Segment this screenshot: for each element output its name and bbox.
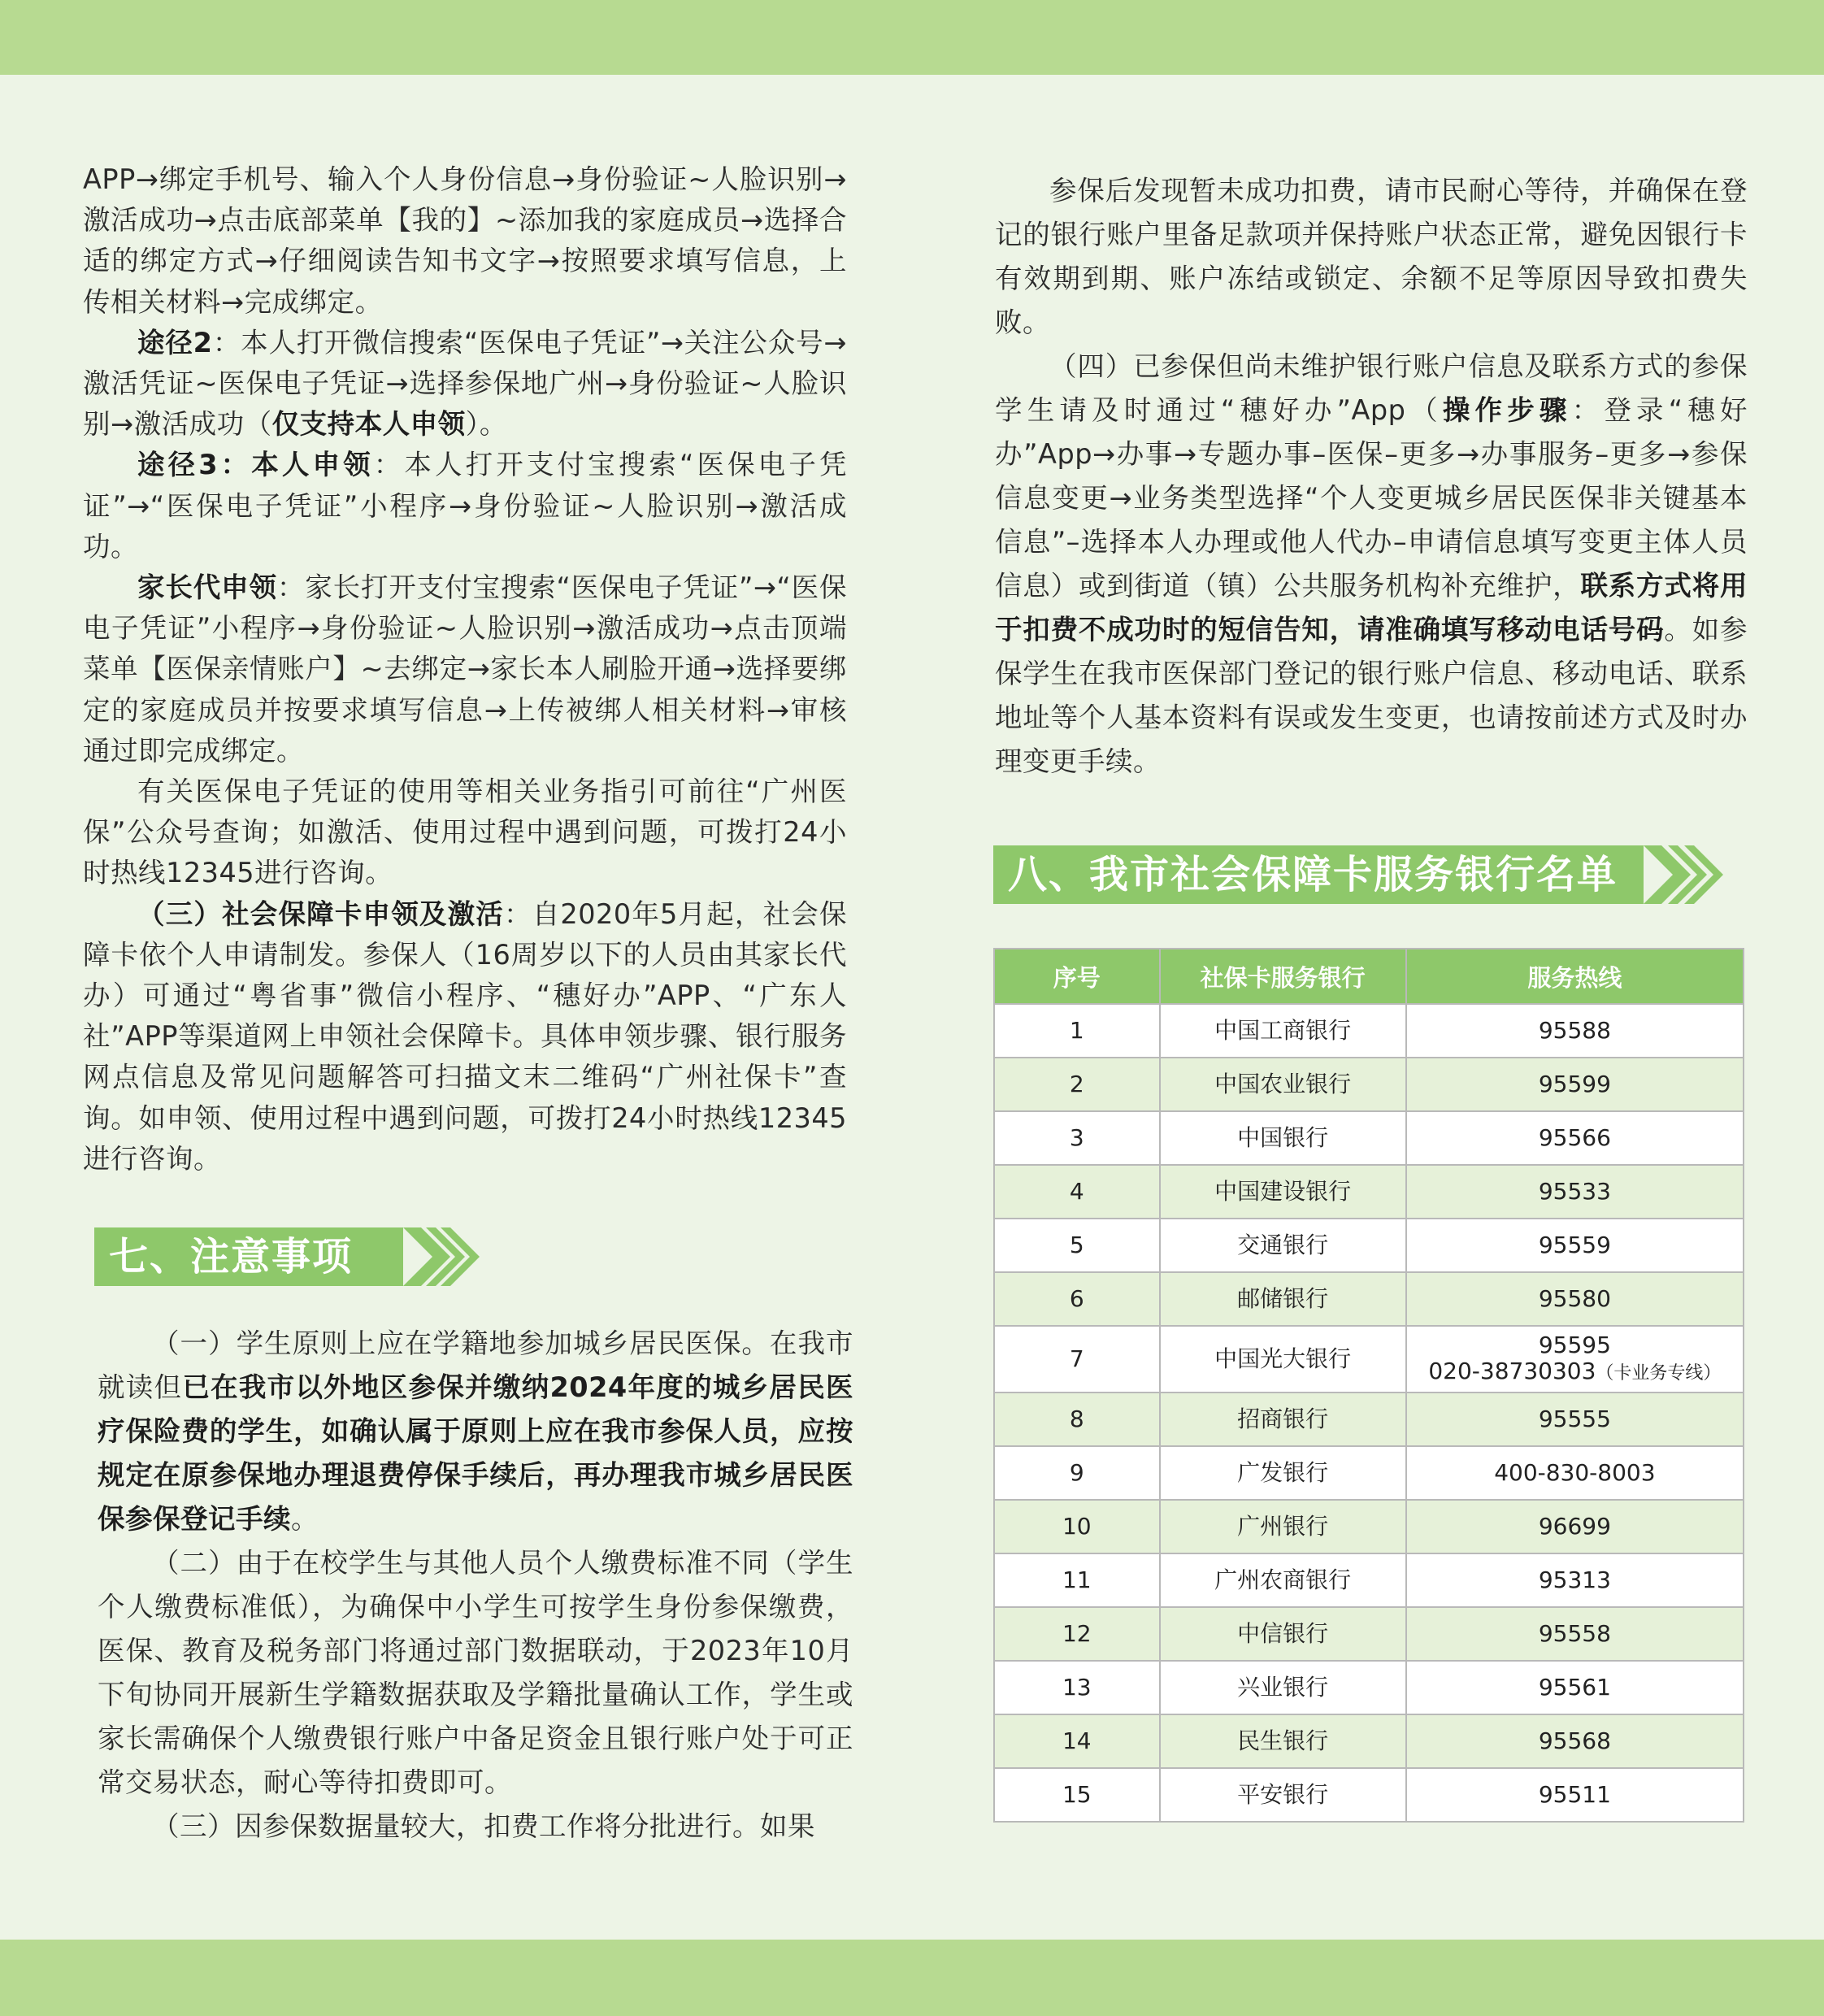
row-bank: 招商银行 [1160, 1393, 1406, 1446]
table-row [994, 1326, 1744, 1393]
binding-steps-text: APP→绑定手机号、输入个人身份信息→身份验证~人脸识别→激活成功→点击底部菜单【我的】~添加我的家庭成员→选择合适的绑定方式→仔细阅读告知书文字→按照要求填写信息，上传相关材料→完成绑定。 [83, 163, 847, 318]
note3-continued-paragraph [995, 169, 1748, 345]
table-row [994, 1607, 1744, 1661]
row-hotline: 400-830-8003 [1406, 1446, 1744, 1500]
row-bank: 邮储银行 [1160, 1272, 1406, 1326]
note2-text: （二）由于在校学生与其他人员个人缴费标准不同（学生个人缴费标准低），为确保中小学生可按学生身份参保缴费，医保、教育及税务部门将通过部门数据联动，于2023年10月下旬协同开展新生学籍数据获取及学籍批量确认工作，学生或家长需确保个人缴费银行账户中备足资金且银行账户处于可正常交易状态，耐心等待扣费即可。 [98, 1547, 853, 1798]
hotline-card-note: （卡业务专线） [1596, 1362, 1722, 1384]
guide-text: 有关医保电子凭证的使用等相关业务指引可前往“广州医保”公众号查询；如激活、使用过程中遇到问题，可拨打24小时热线12345进行咨询。 [83, 776, 847, 889]
row-bank: 中国光大银行 [1160, 1326, 1406, 1393]
row-no: 8 [994, 1393, 1160, 1446]
header-hotline: 服务热线 [1406, 949, 1744, 1004]
note1-paragraph [98, 1322, 853, 1541]
binding-steps-paragraph [83, 159, 847, 323]
row-no: 9 [994, 1446, 1160, 1500]
table-row [994, 1500, 1744, 1553]
section7-title: 七、注意事项 [109, 1234, 354, 1280]
table-row [994, 1553, 1744, 1607]
bank-list-table [993, 948, 1744, 1823]
route2-bold-note: 仅支持本人申领 [271, 408, 466, 441]
row-hotline: 95559 [1406, 1219, 1744, 1272]
row-hotline: 95568 [1406, 1714, 1744, 1768]
table-row [994, 1446, 1744, 1500]
row-hotline: 95580 [1406, 1272, 1744, 1326]
bottom-decorative-band [0, 1940, 1824, 2016]
row-hotline: 95599 [1406, 1058, 1744, 1111]
row-hotline: 95588 [1406, 1004, 1744, 1058]
guide-paragraph [83, 771, 847, 894]
table-row [994, 1661, 1744, 1714]
right-column-text [995, 169, 1748, 784]
row-no: 3 [994, 1111, 1160, 1165]
row-bank: 中国工商银行 [1160, 1004, 1406, 1058]
table-row [994, 1714, 1744, 1768]
top-decorative-band [0, 0, 1824, 75]
note4-paragraph [995, 345, 1748, 784]
table-row [994, 1004, 1744, 1058]
header-no: 序号 [994, 949, 1160, 1004]
note3-paragraph [98, 1805, 853, 1849]
row-bank: 中信银行 [1160, 1607, 1406, 1661]
section7-body [98, 1322, 853, 1849]
row-bank: 交通银行 [1160, 1219, 1406, 1272]
section8-header [993, 845, 1733, 904]
row-bank: 中国农业银行 [1160, 1058, 1406, 1111]
hotline-secondary [1407, 1358, 1743, 1387]
row-bank: 平安银行 [1160, 1768, 1406, 1822]
row-hotline: 95313 [1406, 1553, 1744, 1607]
table-row [994, 1165, 1744, 1219]
row-bank: 中国银行 [1160, 1111, 1406, 1165]
route3-lead: 途径3：本人申领 [137, 449, 374, 481]
row-hotline: 95555 [1406, 1393, 1744, 1446]
route3-paragraph [83, 445, 847, 567]
note4-end: 。如参保学生在我市医保部门登记的银行账户信息、移动电话、联系地址等个人基本资料有误或发生变更，也请按前述方式及时办理变更手续。 [995, 614, 1748, 777]
table-row [994, 1219, 1744, 1272]
row-no: 2 [994, 1058, 1160, 1111]
parent-proxy-paragraph [83, 567, 847, 771]
hotline-primary: 95595 [1538, 1331, 1611, 1358]
row-no: 12 [994, 1607, 1160, 1661]
row-hotline [1406, 1326, 1744, 1393]
stripes-icon [1644, 845, 1733, 904]
row-no: 7 [994, 1326, 1160, 1393]
row-hotline: 95558 [1406, 1607, 1744, 1661]
hotline-card-line: 020-38730303 [1428, 1357, 1596, 1384]
table-row [994, 1768, 1744, 1822]
note4-bold-warning: 联系方式将用于扣费不成功时的短信告知，请准确填写移动电话号码 [995, 570, 1748, 645]
route3-text: ：本人打开支付宝搜索“医保电子凭证”→“医保电子凭证”小程序→身份验证~人脸识别→激活成功。 [83, 449, 847, 563]
row-no: 4 [994, 1165, 1160, 1219]
note2-paragraph [98, 1541, 853, 1805]
row-bank: 民生银行 [1160, 1714, 1406, 1768]
route2-lead: 途径2 [137, 326, 213, 358]
header-bank: 社保卡服务银行 [1160, 949, 1406, 1004]
table-row [994, 1111, 1744, 1165]
row-no: 10 [994, 1500, 1160, 1553]
parent-proxy-text: ：家长打开支付宝搜索“医保电子凭证”→“医保电子凭证”小程序→身份验证~人脸识别→激活成功→点击顶端菜单【医保亲情账户】~去绑定→家长本人刷脸开通→选择要绑定的家庭成员并按要求填写信息→上传被绑人相关材料→审核通过即完成绑定。 [83, 571, 848, 767]
row-no: 1 [994, 1004, 1160, 1058]
route2-text: ：本人打开微信搜索“医保电子凭证”→关注公众号→激活凭证~医保电子凭证→选择参保地广州→身份验证~人脸识别→激活成功（ [83, 326, 847, 441]
table-row [994, 1058, 1744, 1111]
note1-start: （一）学生原则上应在学籍地参加城乡居民医保。在我市就读但 [98, 1327, 853, 1403]
table-row [994, 1272, 1744, 1326]
parent-proxy-lead: 家长代申领 [137, 571, 277, 604]
section7-header [94, 1227, 478, 1286]
social-card-text: ：自2020年5月起，社会保障卡依个人申请制发。参保人（16周岁以下的人员由其家长代办）可通过“粤省事”微信小程序、“穗好办”APP、“广东人社”APP等渠道网上申领社会保障卡。具体申领步骤、银行服务网点信息及常见问题解答可扫描文末二维码“广州社保卡”查询。如申领、使用过程中遇到问题，可拨打24小时热线12345进行咨询。 [83, 897, 847, 1175]
social-card-lead: （三）社会保障卡申领及激活 [137, 897, 504, 930]
row-bank: 广州银行 [1160, 1500, 1406, 1553]
note3-text: （三）因参保数据量较大，扣费工作将分批进行。如果 [152, 1810, 815, 1842]
row-no: 15 [994, 1768, 1160, 1822]
section8-title: 八、我市社会保障卡服务银行名单 [1008, 852, 1618, 897]
note1-bold: 已在我市以外地区参保并缴纳2024年度的城乡居民医疗保险费的学生，如确认属于原则上应在我市参保人员，应按规定在原参保地办理退费停保手续后，再办理我市城乡居民医保参保登记手续 [98, 1371, 853, 1535]
note4-steps-label: 操作步骤 [1442, 394, 1572, 426]
row-no: 13 [994, 1661, 1160, 1714]
note1-end: 。 [291, 1503, 319, 1535]
row-no: 14 [994, 1714, 1160, 1768]
note4-steps: ：登录“穗好办”App→办事→专题办事–医保–更多→办事服务–更多→参保信息变更→业务类型选择“个人变更城乡居民医保非关键基本信息”–选择本人办理或他人代办–申请信息填写变更主体人员信息）或到街道（镇）公共服务机构补充维护， [995, 394, 1748, 602]
table-header-row [994, 949, 1744, 1004]
table-row [994, 1393, 1744, 1446]
row-hotline: 95511 [1406, 1768, 1744, 1822]
left-column-text [83, 159, 847, 1180]
route2-paragraph [83, 323, 847, 445]
row-hotline: 95533 [1406, 1165, 1744, 1219]
row-no: 6 [994, 1272, 1160, 1326]
note3-continued-text: 参保后发现暂未成功扣费，请市民耐心等待，并确保在登记的银行账户里备足款项并保持账户状态正常，避免因银行卡有效期到期、账户冻结或锁定、余额不足等原因导致扣费失败。 [995, 175, 1748, 338]
stripes-icon [403, 1227, 484, 1286]
row-bank: 中国建设银行 [1160, 1165, 1406, 1219]
row-hotline: 95566 [1406, 1111, 1744, 1165]
row-hotline: 96699 [1406, 1500, 1744, 1553]
route2-end: ）。 [465, 408, 507, 441]
row-bank: 广州农商银行 [1160, 1553, 1406, 1607]
row-hotline: 95561 [1406, 1661, 1744, 1714]
note4-start: （四）已参保但尚未维护银行账户信息及联系方式的参保学生请及时通过“穗好办”App（ [995, 350, 1748, 426]
row-bank: 广发银行 [1160, 1446, 1406, 1500]
row-no: 11 [994, 1553, 1160, 1607]
row-bank: 兴业银行 [1160, 1661, 1406, 1714]
row-no: 5 [994, 1219, 1160, 1272]
social-card-paragraph [83, 894, 847, 1180]
